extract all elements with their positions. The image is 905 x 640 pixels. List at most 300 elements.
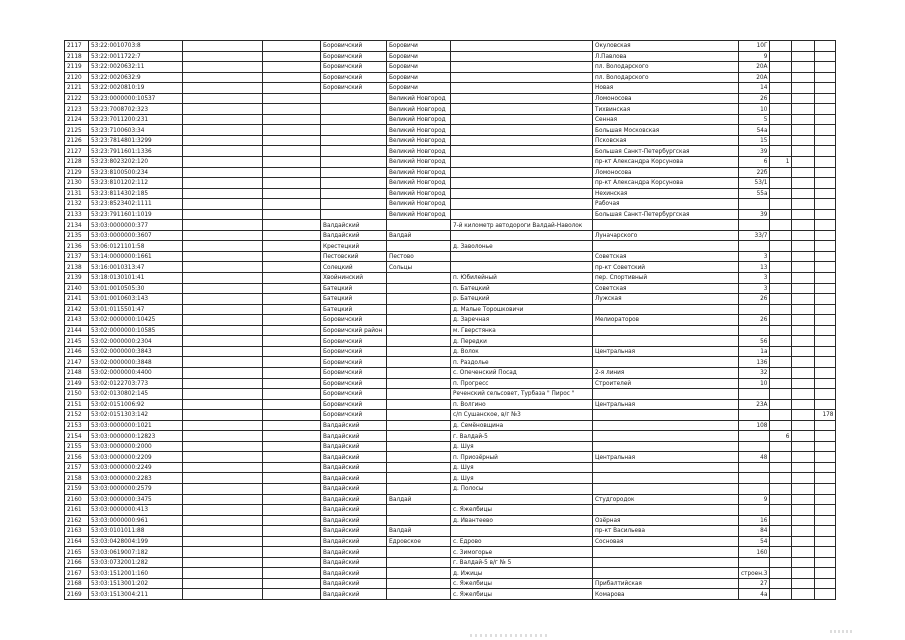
building-number [770, 526, 792, 537]
cadastral-number: 53:23:8114302:185 [89, 188, 183, 199]
table-row [65, 441, 836, 452]
empty-cell [263, 336, 321, 347]
district [321, 178, 387, 189]
house-number: 54а [739, 125, 770, 136]
row-number: 2159 [65, 483, 89, 494]
cadastral-number: 53:22:0020632:11 [89, 62, 183, 73]
table-row [65, 346, 836, 357]
street [593, 420, 739, 431]
empty-cell [792, 241, 815, 252]
house-number [739, 220, 770, 231]
scan-artifact [470, 634, 550, 637]
district: Валдайский [321, 462, 387, 473]
empty-cell [183, 452, 263, 463]
settlement: п. Юбилейный [451, 273, 593, 284]
building-number [770, 62, 792, 73]
empty-cell [792, 336, 815, 347]
table-row [65, 51, 836, 62]
house-number: 108 [739, 420, 770, 431]
table-row [65, 494, 836, 505]
apartment-number [815, 378, 836, 389]
apartment-number [815, 336, 836, 347]
street [593, 441, 739, 452]
apartment-number [815, 51, 836, 62]
table-row [65, 589, 836, 600]
building-number [770, 262, 792, 273]
empty-cell [792, 505, 815, 516]
table-row [65, 62, 836, 73]
house-number: 9 [739, 494, 770, 505]
cadastral-number: 53:23:7911601:1336 [89, 146, 183, 157]
table-row [65, 505, 836, 516]
building-number [770, 41, 792, 52]
cadastral-number: 53:01:0115501:47 [89, 304, 183, 315]
empty-cell [263, 178, 321, 189]
cadastral-number: 53:02:0130802:145 [89, 389, 183, 400]
table-row [65, 568, 836, 579]
street: Рабочая [593, 199, 739, 210]
empty-cell [183, 209, 263, 220]
table-row [65, 536, 836, 547]
table-row [65, 230, 836, 241]
street: Советская [593, 283, 739, 294]
street: Новая [593, 83, 739, 94]
house-number: 23А [739, 399, 770, 410]
settlement [451, 83, 593, 94]
apartment-number [815, 283, 836, 294]
empty-cell [263, 209, 321, 220]
house-number: 56 [739, 336, 770, 347]
district [321, 146, 387, 157]
row-number: 2153 [65, 420, 89, 431]
table-row [65, 262, 836, 273]
empty-cell [792, 494, 815, 505]
house-number: 16 [739, 515, 770, 526]
district [321, 135, 387, 146]
city [387, 410, 451, 421]
building-number [770, 209, 792, 220]
empty-cell [792, 51, 815, 62]
building-number [770, 178, 792, 189]
empty-cell [263, 199, 321, 210]
empty-cell [792, 557, 815, 568]
settlement: г. Валдай-5 [451, 431, 593, 442]
apartment-number [815, 62, 836, 73]
district [321, 199, 387, 210]
settlement: п. Батецкий [451, 283, 593, 294]
empty-cell [183, 83, 263, 94]
settlement: м. Гверстянка [451, 325, 593, 336]
district [321, 93, 387, 104]
empty-cell [183, 199, 263, 210]
row-number: 2164 [65, 536, 89, 547]
apartment-number: 178 [815, 410, 836, 421]
district: Валдайский [321, 578, 387, 589]
apartment-number [815, 526, 836, 537]
street [593, 220, 739, 231]
street: Студгородок [593, 494, 739, 505]
building-number [770, 578, 792, 589]
apartment-number [815, 441, 836, 452]
row-number: 2152 [65, 410, 89, 421]
row-number: 2157 [65, 462, 89, 473]
house-number: 26 [739, 93, 770, 104]
street: Большая Санкт-Петербургская [593, 209, 739, 220]
empty-cell [183, 315, 263, 326]
district: Валдайский [321, 441, 387, 452]
empty-cell [183, 557, 263, 568]
table-row [65, 315, 836, 326]
table-row [65, 557, 836, 568]
building-number [770, 441, 792, 452]
empty-cell [792, 188, 815, 199]
street: пр-кт Советский [593, 262, 739, 273]
district: Боровичский [321, 389, 387, 400]
district: Валдайский [321, 473, 387, 484]
row-number: 2130 [65, 178, 89, 189]
cadastral-number: 53:23:8023202:120 [89, 157, 183, 168]
empty-cell [183, 104, 263, 115]
row-number: 2140 [65, 283, 89, 294]
house-number [739, 431, 770, 442]
cadastral-number: 53:03:1513001:202 [89, 578, 183, 589]
cadastral-number: 53:03:0000000:413 [89, 505, 183, 516]
cadastral-number: 53:23:7814801:3299 [89, 135, 183, 146]
house-number: 1а [739, 346, 770, 357]
row-number: 2149 [65, 378, 89, 389]
row-number: 2142 [65, 304, 89, 315]
city: Великий Новгород [387, 209, 451, 220]
row-number: 2162 [65, 515, 89, 526]
settlement: д. Полосы [451, 483, 593, 494]
empty-cell [792, 367, 815, 378]
street: Нехинская [593, 188, 739, 199]
row-number: 2122 [65, 93, 89, 104]
row-number: 2137 [65, 251, 89, 262]
empty-cell [792, 178, 815, 189]
table-row [65, 188, 836, 199]
settlement [451, 93, 593, 104]
settlement [451, 262, 593, 273]
cadastral-number: 53:02:0000000:4400 [89, 367, 183, 378]
apartment-number [815, 273, 836, 284]
cadastral-number: 53:02:0000000:10585 [89, 325, 183, 336]
row-number: 2146 [65, 346, 89, 357]
table-row [65, 578, 836, 589]
settlement [451, 51, 593, 62]
street: Окуловская [593, 41, 739, 52]
empty-cell [183, 135, 263, 146]
row-number: 2126 [65, 135, 89, 146]
settlement: п. Прогресс [451, 378, 593, 389]
cadastral-number: 53:23:0000000:10537 [89, 93, 183, 104]
district: Хвойнинский [321, 273, 387, 284]
row-number: 2121 [65, 83, 89, 94]
city [387, 589, 451, 600]
district: Валдайский [321, 557, 387, 568]
settlement: 7-й километр автодороги Валдай-Наволок [451, 220, 593, 231]
apartment-number [815, 114, 836, 125]
street: Комарова [593, 589, 739, 600]
empty-cell [183, 178, 263, 189]
empty-cell [183, 51, 263, 62]
street: Псковская [593, 135, 739, 146]
apartment-number [815, 547, 836, 558]
building-number [770, 199, 792, 210]
empty-cell [183, 441, 263, 452]
apartment-number [815, 515, 836, 526]
empty-cell [183, 114, 263, 125]
apartment-number [815, 536, 836, 547]
city [387, 315, 451, 326]
district: Батецкий [321, 304, 387, 315]
cadastral-number: 53:23:7911601:1019 [89, 209, 183, 220]
street [593, 410, 739, 421]
empty-cell [263, 557, 321, 568]
apartment-number [815, 357, 836, 368]
empty-cell [263, 420, 321, 431]
house-number: 33/7 [739, 230, 770, 241]
table-row [65, 199, 836, 210]
row-number: 2138 [65, 262, 89, 273]
house-number: 10 [739, 378, 770, 389]
district [321, 188, 387, 199]
empty-cell [792, 273, 815, 284]
cadastral-number: 53:03:0000000:2209 [89, 452, 183, 463]
building-number [770, 315, 792, 326]
settlement: с. Яжелбицы [451, 505, 593, 516]
city [387, 431, 451, 442]
district: Валдайский [321, 452, 387, 463]
house-number [739, 505, 770, 516]
building-number [770, 104, 792, 115]
row-number: 2161 [65, 505, 89, 516]
empty-cell [183, 494, 263, 505]
cadastral-number: 53:23:8100500:234 [89, 167, 183, 178]
row-number: 2163 [65, 526, 89, 537]
apartment-number [815, 167, 836, 178]
table-row [65, 167, 836, 178]
building-number [770, 188, 792, 199]
empty-cell [792, 167, 815, 178]
city: Валдай [387, 230, 451, 241]
empty-cell [263, 114, 321, 125]
city [387, 378, 451, 389]
cadastral-number: 53:03:0428004:199 [89, 536, 183, 547]
table-row [65, 273, 836, 284]
empty-cell [792, 462, 815, 473]
district: Боровичский [321, 51, 387, 62]
street: Лужская [593, 294, 739, 305]
apartment-number [815, 346, 836, 357]
house-number: 3 [739, 283, 770, 294]
settlement: п. Приозёрный [451, 452, 593, 463]
empty-cell [183, 62, 263, 73]
street: Ломоносова [593, 167, 739, 178]
city [387, 336, 451, 347]
settlement [451, 114, 593, 125]
empty-cell [792, 452, 815, 463]
table-row [65, 157, 836, 168]
empty-cell [792, 262, 815, 273]
city: Боровичи [387, 62, 451, 73]
house-number: 26 [739, 294, 770, 305]
row-number: 2139 [65, 273, 89, 284]
building-number [770, 294, 792, 305]
empty-cell [792, 72, 815, 83]
empty-cell [792, 125, 815, 136]
empty-cell [263, 483, 321, 494]
settlement: д. Ижицы [451, 568, 593, 579]
empty-cell [183, 241, 263, 252]
empty-cell [183, 505, 263, 516]
district: Боровичский [321, 410, 387, 421]
settlement [451, 526, 593, 537]
building-number [770, 72, 792, 83]
house-number [739, 389, 770, 400]
row-number: 2160 [65, 494, 89, 505]
apartment-number [815, 589, 836, 600]
empty-cell [183, 547, 263, 558]
district: Валдайский [321, 547, 387, 558]
empty-cell [263, 273, 321, 284]
table-row [65, 483, 836, 494]
empty-cell [183, 568, 263, 579]
empty-cell [792, 304, 815, 315]
district: Боровичский [321, 41, 387, 52]
house-number: 22б [739, 167, 770, 178]
house-number: 27 [739, 578, 770, 589]
street [593, 336, 739, 347]
row-number: 2145 [65, 336, 89, 347]
cadastral-number: 53:03:0619007:182 [89, 547, 183, 558]
city [387, 441, 451, 452]
empty-cell [792, 410, 815, 421]
empty-cell [183, 262, 263, 273]
house-number: 3 [739, 251, 770, 262]
empty-cell [792, 230, 815, 241]
table-row [65, 220, 836, 231]
city [387, 325, 451, 336]
row-number: 2169 [65, 589, 89, 600]
district: Валдайский [321, 526, 387, 537]
street: Луначарского [593, 230, 739, 241]
street: Тихвинская [593, 104, 739, 115]
empty-cell [263, 72, 321, 83]
apartment-number [815, 304, 836, 315]
house-number: 160 [739, 547, 770, 558]
district: Батецкий [321, 283, 387, 294]
cadastral-number: 53:02:0151303:142 [89, 410, 183, 421]
apartment-number [815, 389, 836, 400]
apartment-number [815, 431, 836, 442]
city [387, 473, 451, 484]
building-number [770, 462, 792, 473]
empty-cell [792, 389, 815, 400]
empty-cell [183, 72, 263, 83]
table-row [65, 526, 836, 537]
street [593, 568, 739, 579]
building-number [770, 536, 792, 547]
apartment-number [815, 178, 836, 189]
row-number: 2128 [65, 157, 89, 168]
city [387, 273, 451, 284]
house-number: строен.3 [739, 568, 770, 579]
settlement [451, 188, 593, 199]
building-number [770, 167, 792, 178]
district: Боровичский [321, 72, 387, 83]
row-number: 2167 [65, 568, 89, 579]
building-number [770, 336, 792, 347]
row-number: 2129 [65, 167, 89, 178]
table-row [65, 357, 836, 368]
empty-cell [183, 420, 263, 431]
empty-cell [183, 336, 263, 347]
apartment-number [815, 251, 836, 262]
empty-cell [263, 188, 321, 199]
district: Валдайский [321, 220, 387, 231]
row-number: 2147 [65, 357, 89, 368]
building-number [770, 420, 792, 431]
building-number [770, 125, 792, 136]
empty-cell [183, 399, 263, 410]
empty-cell [792, 83, 815, 94]
cadastral-number: 53:02:0151006:92 [89, 399, 183, 410]
cadastral-number: 53:22:0010703:8 [89, 41, 183, 52]
empty-cell [263, 262, 321, 273]
row-number: 2158 [65, 473, 89, 484]
settlement: р. Батецкий [451, 294, 593, 305]
empty-cell [263, 462, 321, 473]
empty-cell [183, 357, 263, 368]
cadastral-number: 53:03:0000000:2579 [89, 483, 183, 494]
empty-cell [792, 515, 815, 526]
row-number: 2150 [65, 389, 89, 400]
table-row [65, 283, 836, 294]
apartment-number [815, 294, 836, 305]
building-number [770, 568, 792, 579]
row-number: 2132 [65, 199, 89, 210]
apartment-number [815, 199, 836, 210]
row-number: 2151 [65, 399, 89, 410]
empty-cell [792, 294, 815, 305]
house-number: 10Г [739, 41, 770, 52]
cadastral-number: 53:06:0121101:58 [89, 241, 183, 252]
cadastral-number: 53:03:0000000:12823 [89, 431, 183, 442]
settlement [451, 251, 593, 262]
empty-cell [183, 283, 263, 294]
apartment-number [815, 578, 836, 589]
building-number [770, 273, 792, 284]
empty-cell [792, 399, 815, 410]
street: Большая Санкт-Петербургская [593, 146, 739, 157]
empty-cell [263, 441, 321, 452]
empty-cell [263, 357, 321, 368]
street: Советская [593, 251, 739, 262]
empty-cell [263, 93, 321, 104]
cadastral-number: 53:23:8101202:112 [89, 178, 183, 189]
street [593, 241, 739, 252]
row-number: 2131 [65, 188, 89, 199]
empty-cell [183, 526, 263, 537]
settlement: д. Передки [451, 336, 593, 347]
empty-cell [263, 104, 321, 115]
street [593, 557, 739, 568]
cadastral-number: 53:03:0000000:2000 [89, 441, 183, 452]
settlement [451, 72, 593, 83]
empty-cell [792, 473, 815, 484]
empty-cell [183, 473, 263, 484]
